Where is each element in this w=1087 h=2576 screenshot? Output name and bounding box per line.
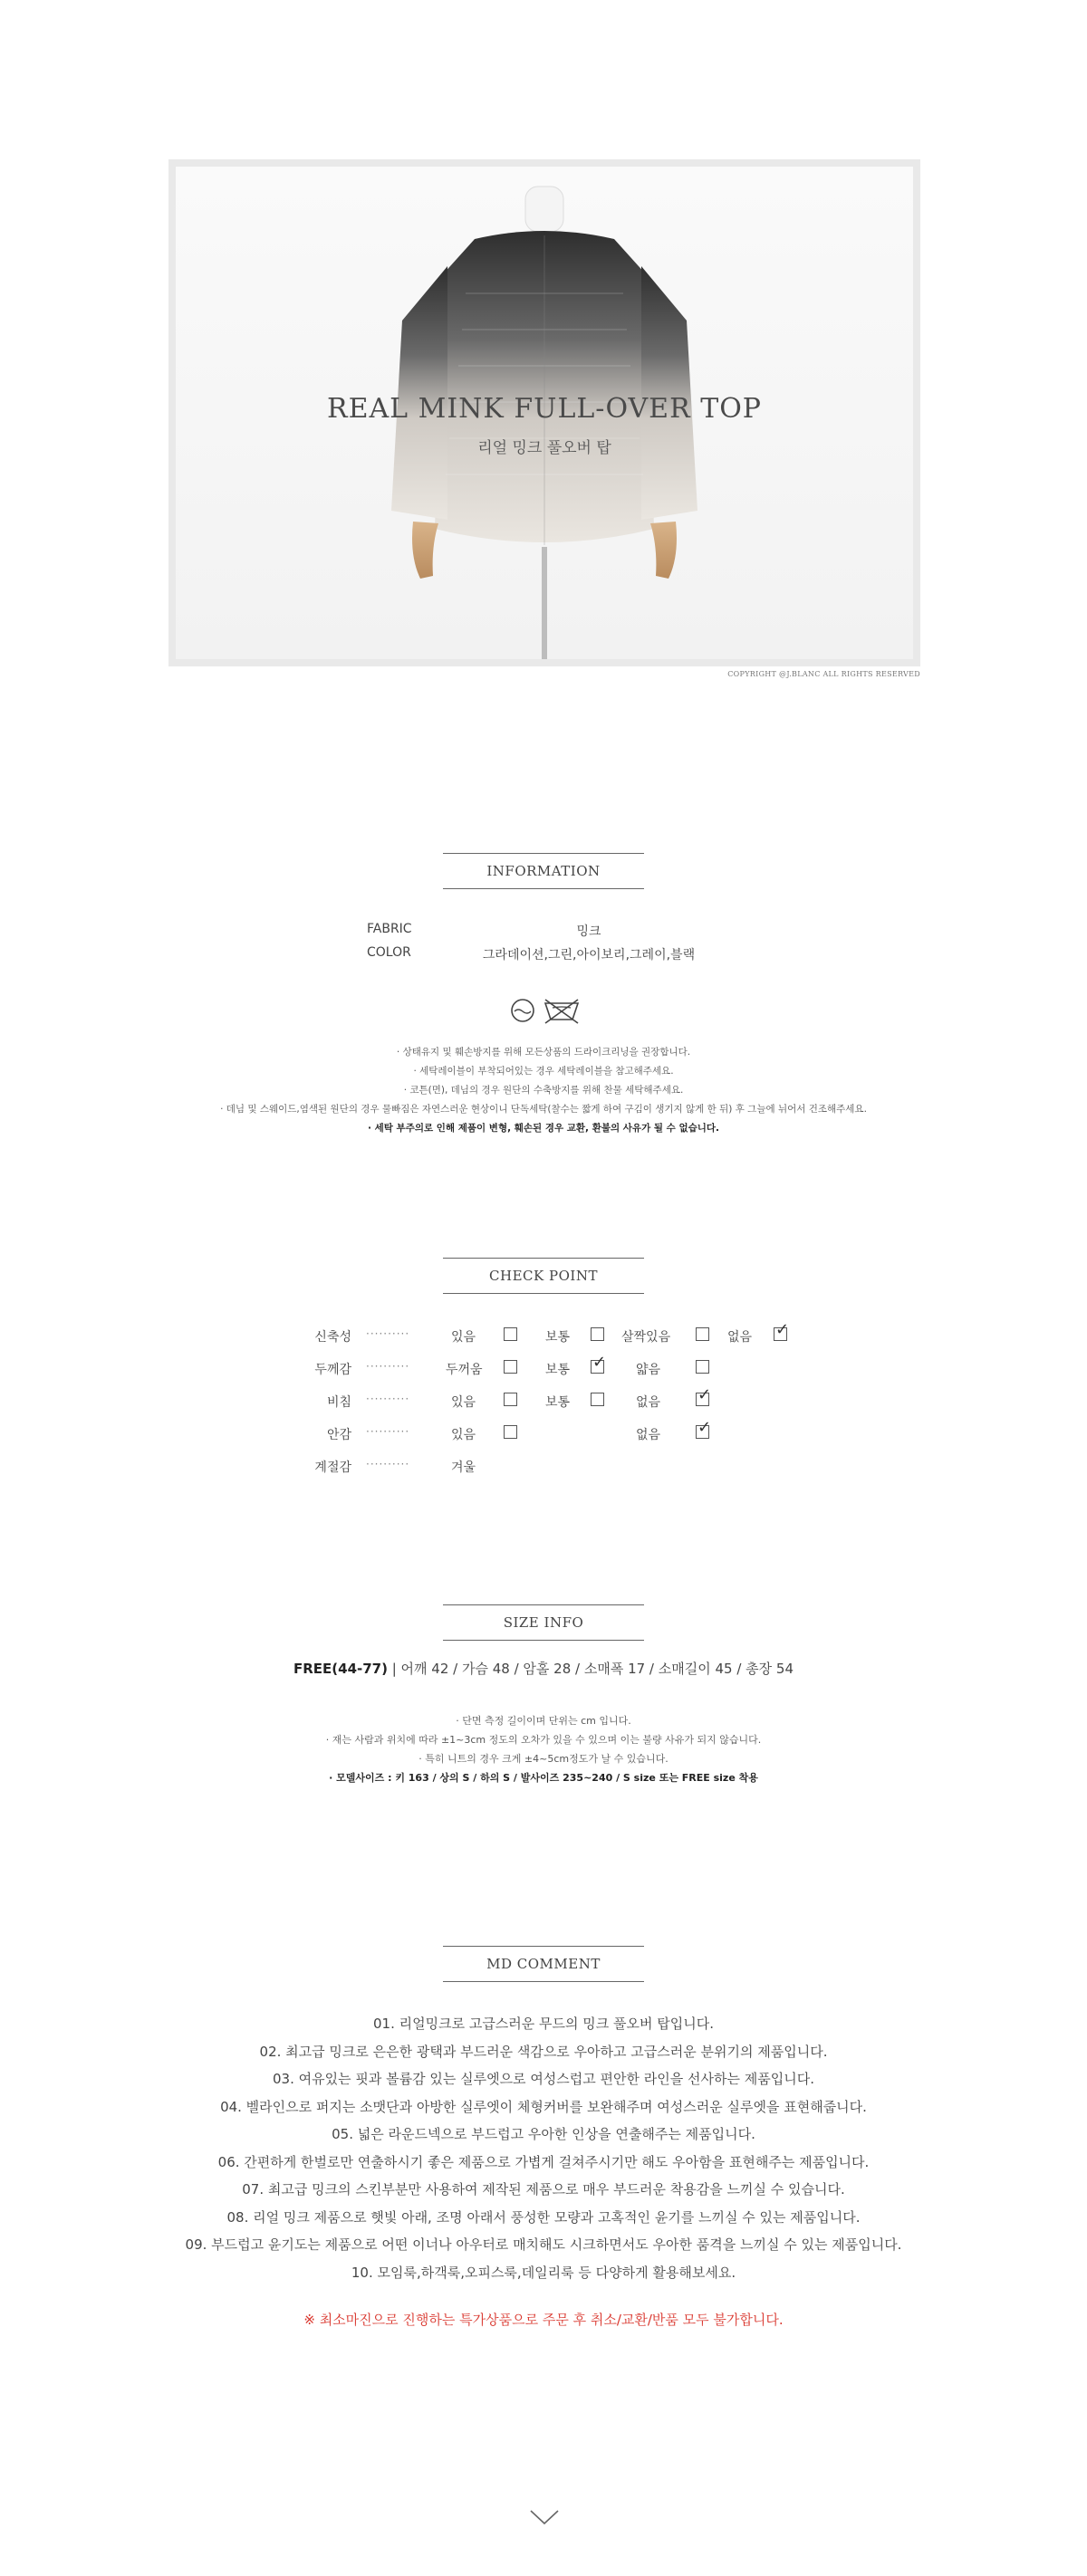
checkbox-sheer-none[interactable] <box>696 1393 709 1408</box>
md-comment-item: 07. 최고급 밍크의 스킨부분만 사용하여 제작된 제품으로 매우 부드러운 착용감을 느끼실 수 있습니다. <box>242 2181 845 2198</box>
md-comment-item: 04. 벨라인으로 퍼지는 소맷단과 아방한 실루엣이 체형커버를 보완해주며 여성스러운 실루엣을 표현해줍니다. <box>220 2098 867 2115</box>
dot-leader: ·········· <box>366 1327 410 1340</box>
option-label: 얇음 <box>636 1363 661 1377</box>
size-note: · 재는 사람과 위치에 따라 ±1~3cm 정도의 오차가 있을 수 있으며 이는 불량 사유가 되지 않습니다. <box>325 1734 762 1746</box>
option-label: 두꺼움 <box>446 1363 483 1377</box>
checkbox-thickness-thick[interactable] <box>504 1360 517 1375</box>
dot-leader: ·········· <box>366 1360 410 1373</box>
check-category: 신축성 <box>314 1330 351 1345</box>
md-comment-heading-label: MD COMMENT <box>443 1946 644 1982</box>
checkbox-thickness-normal[interactable] <box>591 1360 604 1375</box>
no-return-notice: ※ 최소마진으로 진행하는 특가상품으로 주문 후 취소/교환/반품 모두 불가합니다. <box>303 2312 784 2328</box>
md-comment-item: 01. 리얼밍크로 고급스러운 무드의 밍크 풀오버 탑입니다. <box>372 2016 714 2032</box>
care-note: · 데님 및 스웨이드,염색된 원단의 경우 물빠짐은 자연스러운 현상이니 단독세탁(찰수는 짧게 하여 구김이 생기지 않게 한 뒤) 후 그늘에 뉘어서 건조해주세요. <box>220 1104 867 1115</box>
size-notes <box>0 1711 1087 1787</box>
product-hero-image <box>168 159 920 666</box>
size-label: FREE(44-77) <box>293 1661 388 1677</box>
copyright-text: COPYRIGHT @J.BLANC ALL RIGHTS RESERVED <box>727 670 920 678</box>
checkbox-thickness-thin[interactable] <box>696 1360 709 1375</box>
care-note: · 코튼(면), 데님의 경우 원단의 수축방지를 위해 찬물 세탁해주세요. <box>403 1085 684 1096</box>
option-label: 보통 <box>545 1330 571 1345</box>
dot-leader: ·········· <box>366 1458 410 1470</box>
option-label: 있음 <box>451 1428 476 1442</box>
checkbox-stretch-normal[interactable] <box>591 1327 604 1343</box>
care-notes <box>0 1043 1087 1138</box>
check-row-season <box>0 1458 1087 1480</box>
hero-title: REAL MINK FULL-OVER TOP <box>326 393 762 425</box>
chevron-down-icon[interactable] <box>529 2508 560 2526</box>
check-category: 두께감 <box>314 1363 351 1377</box>
size-note: · 단면 측정 길이이며 단위는 cm 입니다. <box>456 1715 631 1727</box>
fabric-value: 밍크 <box>576 924 601 939</box>
option-label: 있음 <box>451 1395 476 1410</box>
checkbox-lining-none[interactable] <box>696 1425 709 1441</box>
option-label: 살짝있음 <box>621 1330 671 1345</box>
check-row-sheerness <box>0 1393 1087 1414</box>
option-label: 보통 <box>545 1395 571 1410</box>
color-value: 그라데이션,그린,아이보리,그레이,블랙 <box>482 948 696 962</box>
information-heading <box>0 853 1087 889</box>
checkbox-lining-yes[interactable] <box>504 1425 517 1441</box>
md-comment-item: 02. 최고급 밍크로 은은한 광택과 부드러운 색감으로 우아하고 고급스러운 분위기의 제품입니다. <box>259 2043 828 2060</box>
md-comment-item: 08. 리얼 밍크 제품으로 햇빛 아래, 조명 아래서 풍성한 모량과 고혹적인 윤기를 느끼실 수 있는 제품입니다. <box>226 2208 861 2226</box>
model-size-note: · 모델사이즈 : 키 163 / 상의 S / 하의 S / 발사이즈 235~240 / S size 또는 FREE size 착용 <box>329 1772 758 1784</box>
care-warning: · 세탁 부주의로 인해 제품이 변형, 훼손된 경우 교환, 환불의 사유가 될 수 없습니다. <box>367 1123 720 1134</box>
size-note: · 특히 니트의 경우 크게 ±4~5cm정도가 날 수 있습니다. <box>418 1753 669 1765</box>
dot-leader: ·········· <box>366 1393 410 1405</box>
care-icons <box>509 996 582 1025</box>
color-label: COLOR <box>367 945 411 960</box>
size-detail: | 어깨 42 / 가슴 48 / 암홀 28 / 소매폭 17 / 소매길이 45 / 총장 54 <box>387 1661 794 1677</box>
md-comment-item: 09. 부드럽고 윤기도는 제품으로 어떤 이너나 아우터로 매치해도 시크하면서도 우아한 품격을 느끼실 수 있는 제품입니다. <box>185 2236 902 2253</box>
check-point-heading <box>0 1258 1087 1294</box>
checkbox-sheer-normal[interactable] <box>591 1393 604 1408</box>
hero-subtitle: 리얼 밍크 풀오버 탑 <box>477 439 611 457</box>
checkbox-sheer-yes[interactable] <box>504 1393 517 1408</box>
checkbox-stretch-none[interactable] <box>774 1327 787 1343</box>
check-category: 안감 <box>326 1428 351 1442</box>
hero-photo <box>176 167 913 659</box>
dot-leader: ·········· <box>366 1425 410 1438</box>
md-comment-item: 03. 여유있는 핏과 볼륨감 있는 실루엣으로 여성스럽고 편안한 라인을 선사하는 제품입니다. <box>273 2071 814 2087</box>
care-note: · 세탁레이블이 부착되어있는 경우 세탁레이블을 참고해주세요. <box>413 1066 674 1077</box>
check-point-heading-label: CHECK POINT <box>443 1258 644 1294</box>
information-heading-label: INFORMATION <box>443 853 644 889</box>
option-label: 없음 <box>636 1395 661 1410</box>
no-bleach-icon <box>545 1000 578 1023</box>
md-comment-item: 06. 간편하게 한벌로만 연출하시기 좋은 제품으로 가볍게 걸쳐주시기만 해도 우아함을 표현해주는 제품입니다. <box>217 2153 870 2170</box>
md-comment-item: 10. 모임룩,하객룩,오피스룩,데일리룩 등 다양하게 활용해보세요. <box>351 2264 736 2281</box>
option-label: 보통 <box>545 1363 571 1377</box>
check-row-stretch <box>0 1327 1087 1349</box>
size-info-heading <box>0 1604 1087 1641</box>
md-comment-list <box>0 2010 1087 2286</box>
md-comment-item: 05. 넓은 라운드넥으로 부드럽고 우아한 인상을 연출해주는 제품입니다. <box>332 2126 755 2142</box>
checkbox-stretch-yes[interactable] <box>504 1327 517 1343</box>
check-row-lining <box>0 1425 1087 1447</box>
option-label: 없음 <box>636 1428 661 1442</box>
option-label: 없음 <box>727 1330 753 1345</box>
size-info-heading-label: SIZE INFO <box>443 1604 644 1641</box>
size-measurements <box>0 1659 1087 1678</box>
check-row-thickness <box>0 1360 1087 1382</box>
check-category: 계절감 <box>314 1460 351 1475</box>
checkbox-stretch-slight[interactable] <box>696 1327 709 1343</box>
check-category: 비침 <box>326 1395 351 1410</box>
md-comment-heading <box>0 1946 1087 1982</box>
hand-wash-icon <box>512 1000 534 1021</box>
option-label: 겨울 <box>451 1460 476 1475</box>
fabric-label: FABRIC <box>367 922 412 936</box>
option-label: 있음 <box>451 1330 476 1345</box>
care-note: · 상태유지 및 훼손방지를 위해 모든상품의 드라이크리닝을 권장합니다. <box>396 1047 691 1058</box>
